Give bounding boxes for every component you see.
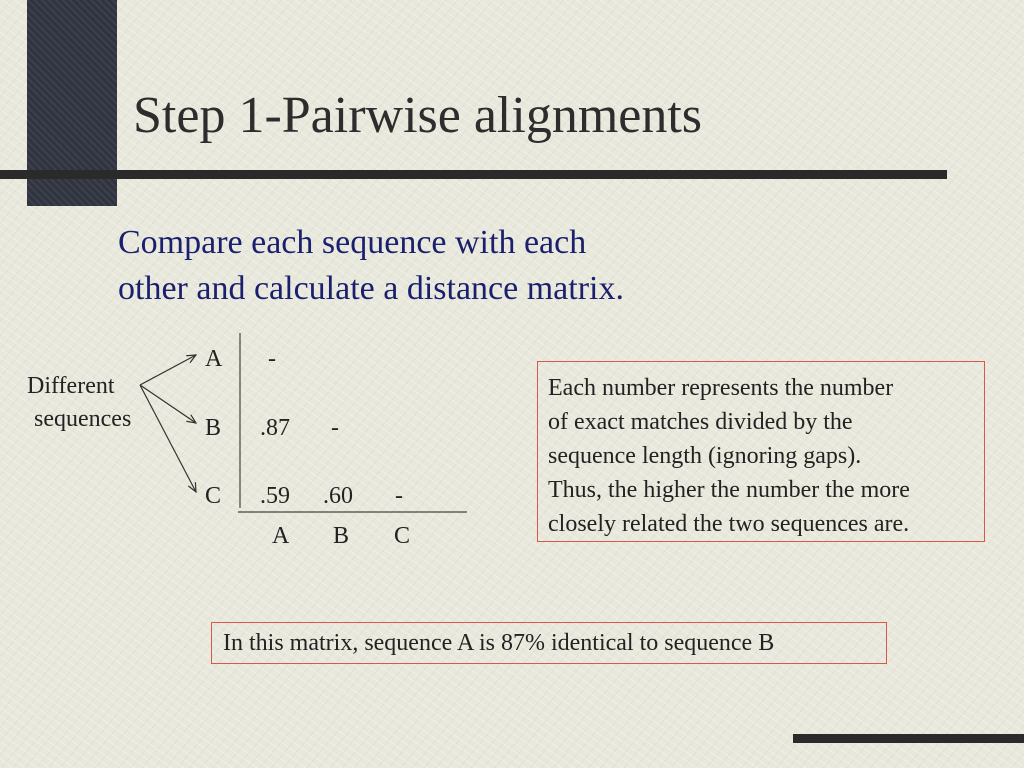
col-label-a: A xyxy=(272,523,290,549)
subtitle-line-1: Compare each sequence with each xyxy=(118,224,587,261)
arrow-to-c xyxy=(140,385,196,492)
cell-c-c: - xyxy=(395,483,403,509)
arrow-to-b xyxy=(140,385,196,423)
sequences-label-line-1: Different xyxy=(27,373,115,399)
cell-b-a: .87 xyxy=(260,415,290,441)
slide-title: Step 1-Pairwise alignments xyxy=(133,87,703,144)
col-label-c: C xyxy=(394,523,411,549)
subtitle-line-2: other and calculate a distance matrix. xyxy=(118,270,624,307)
cell-a-a: - xyxy=(268,346,276,372)
row-label-b: B xyxy=(205,415,222,441)
cell-c-a: .59 xyxy=(260,483,290,509)
sequences-label-line-2: sequences xyxy=(34,406,132,432)
col-label-b: B xyxy=(333,523,350,549)
row-label-a: A xyxy=(205,346,223,372)
arrow-to-a xyxy=(140,355,196,385)
explanation-line-4: Thus, the higher the number the more xyxy=(548,477,910,503)
cell-b-b: - xyxy=(331,415,339,441)
explanation-box xyxy=(537,361,985,542)
explanation-line-2: of exact matches divided by the xyxy=(548,409,853,435)
explanation-line-3: sequence length (ignoring gaps). xyxy=(548,443,862,469)
cell-c-b: .60 xyxy=(323,483,353,509)
explanation-line-1: Each number represents the number xyxy=(548,375,894,401)
explanation-line-5: closely related the two sequences are. xyxy=(548,511,910,537)
note-box: In this matrix, sequence A is 87% identical to sequence B xyxy=(211,622,887,664)
row-label-c: C xyxy=(205,483,222,509)
